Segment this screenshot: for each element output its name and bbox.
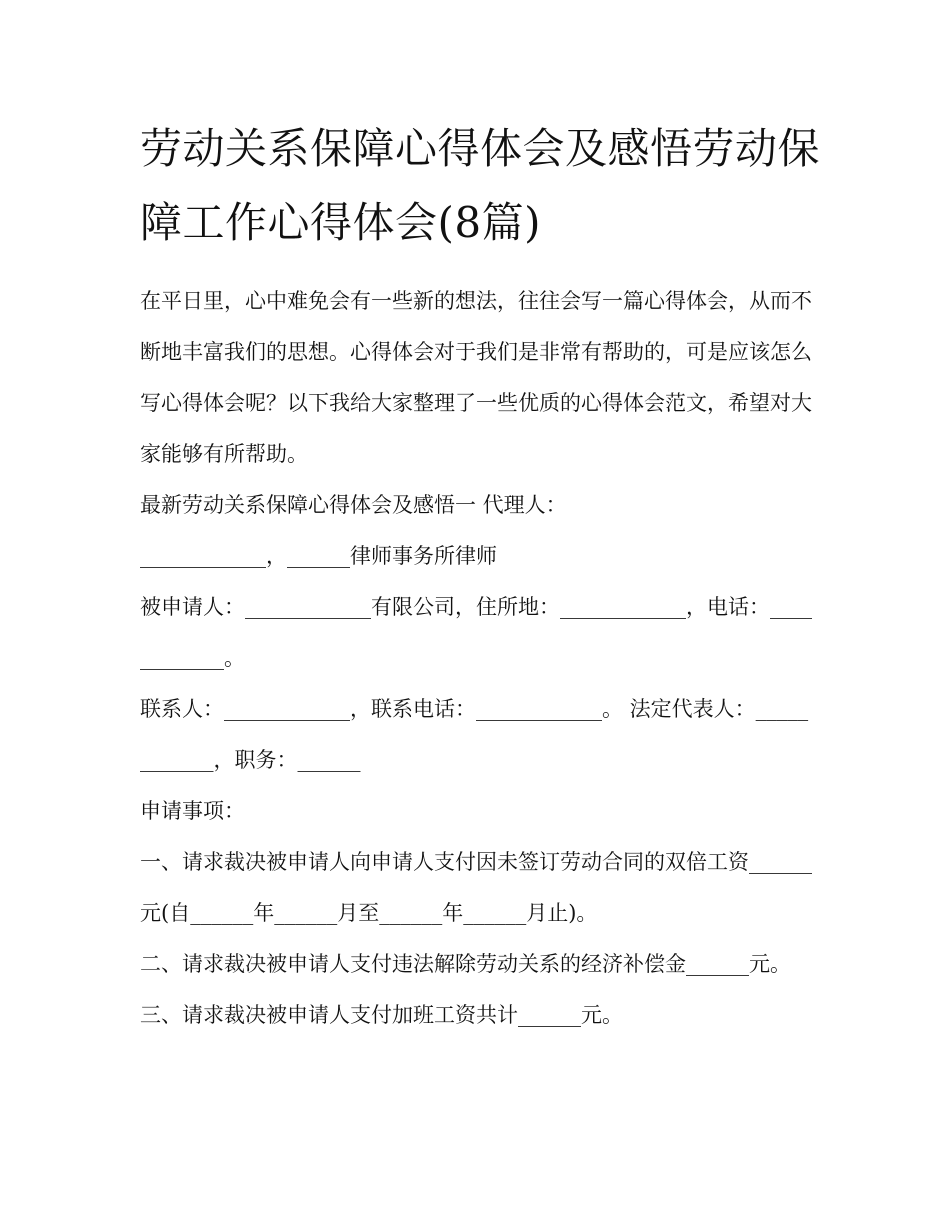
claim-item-1: 一、请求裁决被申请人向申请人支付因未签订劳动合同的双倍工资______元(自______年______月至______年______月止)。 — [140, 850, 812, 925]
document-body — [140, 276, 812, 1041]
document-title: 劳动关系保障心得体会及感悟劳动保障工作心得体会(8篇) — [140, 124, 821, 247]
respondent-line: 被申请人：____________有限公司，住所地：____________，电话：____________。 — [140, 595, 812, 670]
claims-heading: 申请事项： — [140, 799, 245, 823]
intro-paragraph: 在平日里，心中难免会有一些新的想法，往往会写一篇心得体会，从而不断地丰富我们的思想。心得体会对于我们是非常有帮助的，可是应该怎么写心得体会呢？以下我给大家整理了一些优质的心得体会范文，希望对大家能够有所帮助。 — [140, 289, 812, 466]
agent-line: ____________，______律师事务所律师 — [140, 544, 497, 568]
contact-line: 联系人：____________，联系电话：____________。 法定代表人：____________，职务：______ — [140, 697, 809, 772]
section-heading-agent: 最新劳动关系保障心得体会及感悟一 代理人： — [140, 493, 567, 517]
claim-item-2-3: 二、请求裁决被申请人支付违法解除劳动关系的经济补偿金______元。 三、请求裁决被申请人支付加班工资共计______元。 — [140, 952, 791, 1027]
